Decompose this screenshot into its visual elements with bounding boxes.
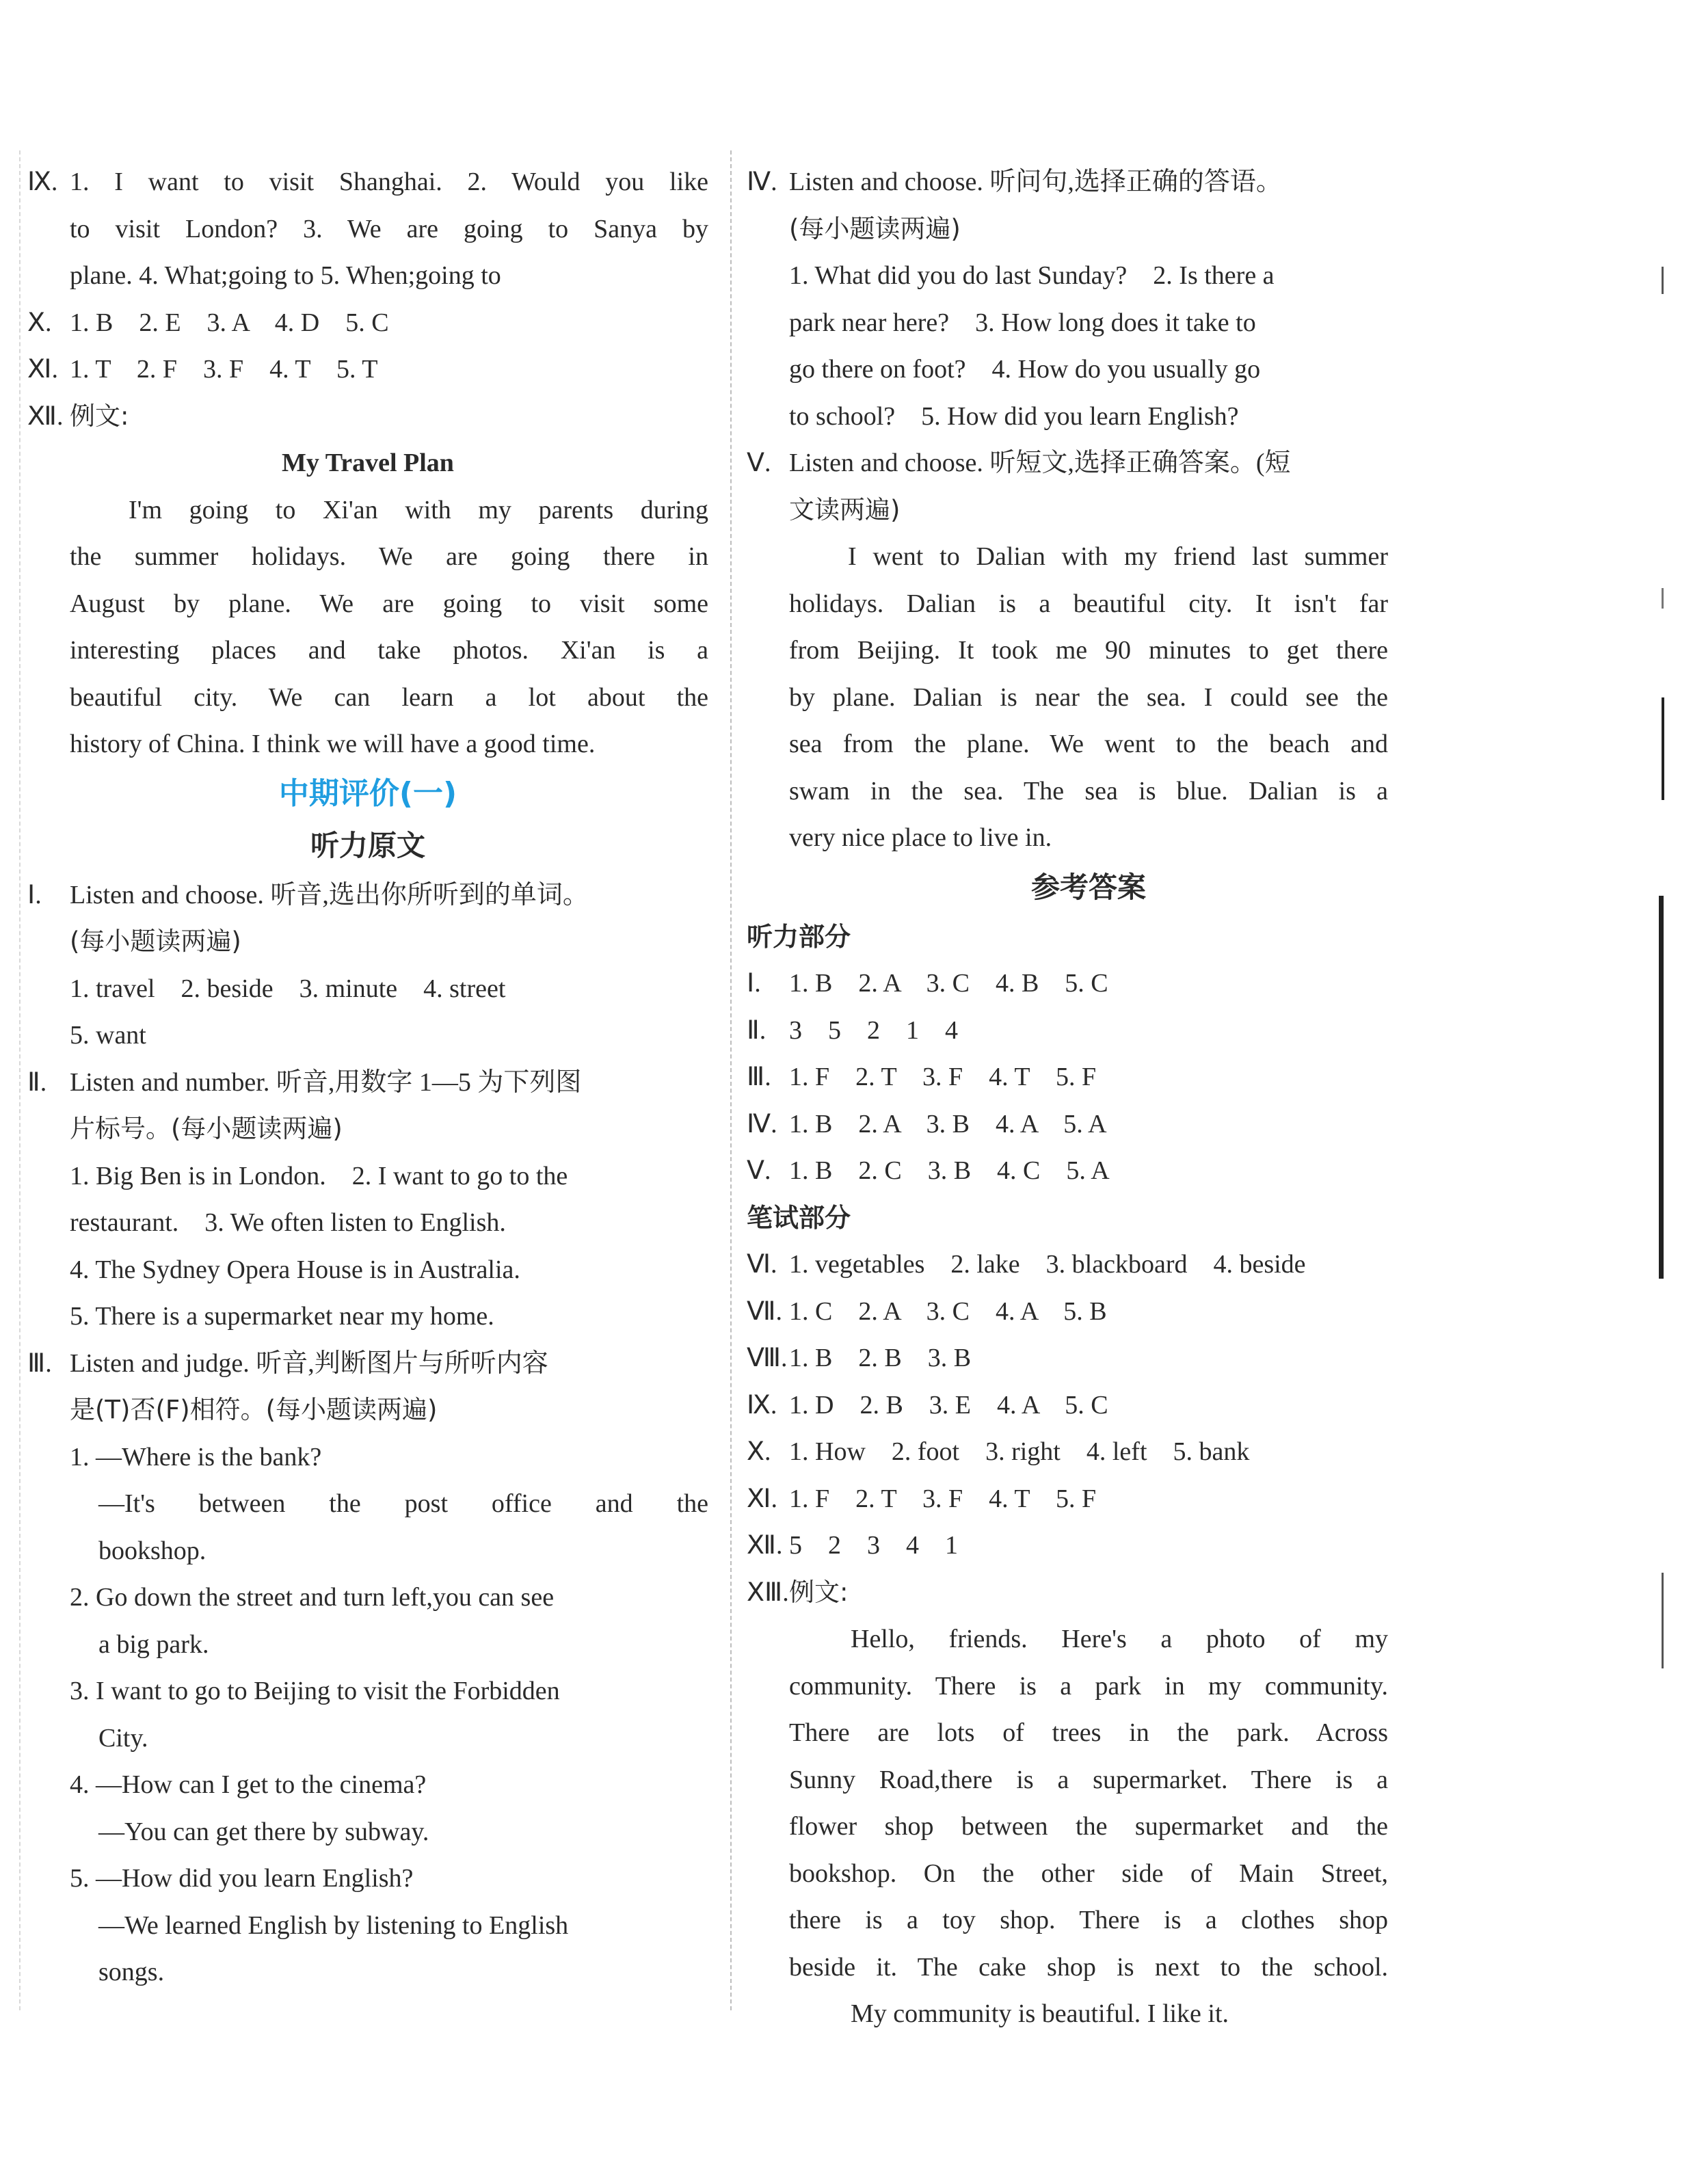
section-number: Ⅴ. xyxy=(747,449,771,477)
answer-4 xyxy=(747,1101,1430,1148)
answer-line: 3 5 2 1 4 xyxy=(789,1015,958,1045)
scan-mark xyxy=(1659,896,1664,1279)
answer-line: 1. C 2. A 3. C 4. A 5. B xyxy=(789,1296,1107,1326)
essay-line: beautiful city. We can learn a lot about the xyxy=(70,682,708,712)
sample-essay xyxy=(747,1616,1388,2038)
script-line: —It's between the post office and the xyxy=(98,1489,708,1518)
instruction-line: (每小题读两遍) xyxy=(70,927,241,956)
answer-10 xyxy=(747,1428,1430,1476)
section-number: Ⅷ. xyxy=(747,1344,788,1372)
script-line: go there on foot? 4. How do you usually go xyxy=(789,355,1261,384)
answer-line: 1. How 2. foot 3. right 4. left 5. bank xyxy=(789,1437,1250,1466)
script-line: City. xyxy=(98,1723,148,1753)
instruction-line: Listen and judge. 听音,判断图片与所听内容 xyxy=(70,1348,548,1378)
essay-line: Sunny Road,there is a supermarket. There is a xyxy=(789,1765,1388,1794)
instruction-line: Listen and choose. 听音,选出你所听到的单词。 xyxy=(70,880,589,909)
script-line: bookshop. xyxy=(98,1536,206,1565)
passage xyxy=(747,533,1388,862)
answer-line: 1. B 2. A 3. B 4. A 5. A xyxy=(789,1109,1107,1138)
instruction-line: (每小题读两遍) xyxy=(789,213,961,243)
section-10 xyxy=(27,299,708,347)
instruction-line: Listen and number. 听音,用数字 1—5 为下列图 xyxy=(70,1067,582,1097)
column-divider xyxy=(730,150,732,2010)
instruction-line: Listen and choose. 听短文,选择正确答案。(短 xyxy=(789,449,1291,477)
essay-line: there is a toy shop. There is a clothes shop xyxy=(789,1906,1388,1934)
scan-mark xyxy=(1662,1573,1664,1668)
essay-line: August by plane. We are going to visit some xyxy=(70,589,708,618)
section-number: Ⅰ. xyxy=(747,969,761,998)
answer-11 xyxy=(747,1476,1430,1523)
instruction-line: 是(T)否(F)相符。(每小题读两遍) xyxy=(70,1395,438,1424)
sample-essay-label: 例文: xyxy=(70,401,129,431)
instruction-line: Listen and choose. 听问句,选择正确的答语。 xyxy=(789,168,1282,196)
essay-title: My Travel Plan xyxy=(282,449,454,477)
sample-essay-label: 例文: xyxy=(789,1577,849,1607)
passage-line: from Beijing. It took me 90 minutes to get there xyxy=(789,636,1388,665)
left-margin-rule xyxy=(19,150,21,2010)
passage-line: swam in the sea. The sea is blue. Dalian is a xyxy=(789,776,1388,805)
answer-3 xyxy=(747,1054,1430,1101)
answer-line: 1. B 2. B 3. B xyxy=(789,1344,972,1372)
script-line: a big park. xyxy=(98,1629,209,1659)
section-number: Ⅲ. xyxy=(747,1063,771,1091)
answer-line: 1. I want to visit Shanghai. 2. Would you like xyxy=(70,168,708,196)
essay-line: interesting places and take photos. Xi'an is a xyxy=(70,636,708,665)
answer-line: 1. vegetables 2. lake 3. blackboard 4. beside xyxy=(789,1250,1306,1279)
essay-line: flower shop between the supermarket and the xyxy=(789,1812,1388,1841)
script-line: restaurant. 3. We often listen to English. xyxy=(70,1208,506,1237)
answer-9 xyxy=(747,1382,1430,1429)
section-11 xyxy=(27,346,708,393)
script-line: —We learned English by listening to English xyxy=(98,1910,569,1940)
answer-5 xyxy=(747,1147,1430,1195)
answer-line: 1. T 2. F 3. F 4. T 5. T xyxy=(70,355,378,384)
essay-line: There are lots of trees in the park. Across xyxy=(789,1718,1388,1747)
essay-line: I'm going to Xi'an with my parents during xyxy=(129,495,708,524)
section-number: Ⅹ. xyxy=(747,1437,771,1466)
section-number: Ⅱ. xyxy=(27,1067,47,1097)
section-number: Ⅱ. xyxy=(747,1015,766,1045)
section-number: ⅩⅢ. xyxy=(747,1577,789,1607)
script-line: 1. What did you do last Sunday? 2. Is there a xyxy=(789,261,1275,290)
essay-line: My community is beautiful. I like it. xyxy=(851,1999,1229,2028)
section-number: Ⅵ. xyxy=(747,1250,777,1279)
question-5 xyxy=(747,440,1430,487)
question-2 xyxy=(27,1059,708,1106)
answer-8 xyxy=(747,1335,1430,1382)
right-column xyxy=(747,159,1430,2038)
passage-line: by plane. Dalian is near the sea. I could see the xyxy=(789,682,1388,712)
answers-title: 参考答案 xyxy=(1030,870,1146,904)
script-line: 5. There is a supermarket near my home. xyxy=(70,1302,494,1331)
passage-line: very nice place to live in. xyxy=(789,823,1052,852)
left-column xyxy=(27,159,708,1996)
instruction-line: 片标号。(每小题读两遍) xyxy=(70,1114,343,1143)
answer-13 xyxy=(747,1569,1430,1616)
answer-line: 1. B 2. A 3. C 4. B 5. C xyxy=(789,969,1108,998)
script-line: 2. Go down the street and turn left,you can see xyxy=(70,1583,555,1612)
scan-mark xyxy=(1662,697,1664,800)
script-line: 1. —Where is the bank? xyxy=(70,1442,322,1471)
question-3 xyxy=(27,1340,708,1387)
section-number: Ⅸ. xyxy=(747,1390,777,1420)
section-9 xyxy=(27,159,708,206)
answer-line: 1. B 2. E 3. A 4. D 5. C xyxy=(70,308,389,337)
midterm-title: 中期评价(一) xyxy=(278,775,457,811)
question-1 xyxy=(27,872,708,919)
scan-mark xyxy=(1662,267,1664,294)
essay-body xyxy=(27,487,708,768)
passage-line: holidays. Dalian is a beautiful city. It isn't far xyxy=(789,589,1388,618)
script-line: to school? 5. How did you learn English? xyxy=(789,401,1239,431)
script-line: 3. I want to go to Beijing to visit the Forbidden xyxy=(70,1677,560,1705)
answer-line: 1. B 2. C 3. B 4. C 5. A xyxy=(789,1156,1110,1185)
section-number: Ⅺ. xyxy=(27,355,58,384)
section-number: Ⅸ. xyxy=(27,168,58,196)
essay-line: community. There is a park in my community. xyxy=(789,1671,1388,1701)
answer-2 xyxy=(747,1007,1430,1054)
listening-part-heading: 听力部分 xyxy=(747,921,851,952)
script-line: 1. travel 2. beside 3. minute 4. street xyxy=(70,974,506,1003)
answer-line: 1. F 2. T 3. F 4. T 5. F xyxy=(789,1484,1097,1513)
essay-line: beside it. The cake shop is next to the school. xyxy=(789,1952,1388,1982)
essay-line: Hello, friends. Here's a photo of my xyxy=(851,1625,1388,1653)
section-number: Ⅴ. xyxy=(747,1156,771,1185)
script-line: songs. xyxy=(98,1958,165,1986)
section-number: Ⅰ. xyxy=(27,880,42,909)
section-number: Ⅳ. xyxy=(747,168,777,196)
script-line: 4. —How can I get to the cinema? xyxy=(70,1770,427,1799)
question-4 xyxy=(747,159,1430,206)
answer-7 xyxy=(747,1288,1430,1335)
answer-line: to visit London? 3. We are going to Sanya by xyxy=(70,214,708,243)
script-line: 5. want xyxy=(70,1021,146,1050)
answer-line: 1. F 2. T 3. F 4. T 5. F xyxy=(789,1063,1097,1091)
essay-line: the summer holidays. We are going there in xyxy=(70,542,708,571)
script-line: 5. —How did you learn English? xyxy=(70,1864,414,1893)
script-line: —You can get there by subway. xyxy=(98,1817,429,1846)
section-number: Ⅲ. xyxy=(27,1348,52,1378)
script-line: 4. The Sydney Opera House is in Australia. xyxy=(70,1255,520,1284)
script-line: 1. Big Ben is in London. 2. I want to go to the xyxy=(70,1161,568,1190)
section-number: Ⅻ. xyxy=(747,1531,783,1560)
essay-line: history of China. I think we will have a good time. xyxy=(70,730,596,758)
script-line: park near here? 3. How long does it take to xyxy=(789,308,1256,337)
written-part-heading: 笔试部分 xyxy=(747,1202,851,1233)
answer-1 xyxy=(747,960,1430,1007)
answer-6 xyxy=(747,1241,1430,1288)
passage-line: I went to Dalian with my friend last summer xyxy=(848,542,1388,571)
answer-12 xyxy=(747,1522,1430,1569)
section-number: Ⅹ. xyxy=(27,308,52,337)
section-number: Ⅶ. xyxy=(747,1296,783,1326)
scan-mark xyxy=(1662,588,1664,609)
section-12 xyxy=(27,393,708,440)
section-number: Ⅺ. xyxy=(747,1484,777,1513)
section-number: Ⅳ. xyxy=(747,1109,777,1138)
answer-line: 1. D 2. B 3. E 4. A 5. C xyxy=(789,1390,1108,1420)
essay-line: bookshop. On the other side of Main Street, xyxy=(789,1859,1388,1888)
answer-line: 5 2 3 4 1 xyxy=(789,1531,958,1560)
answer-line: plane. 4. What;going to 5. When;going to xyxy=(70,261,501,290)
section-number: Ⅻ. xyxy=(27,401,64,431)
instruction-line: 文读两遍) xyxy=(789,494,901,524)
passage-line: sea from the plane. We went to the beach and xyxy=(789,730,1388,758)
listening-script-title: 听力原文 xyxy=(310,828,425,862)
